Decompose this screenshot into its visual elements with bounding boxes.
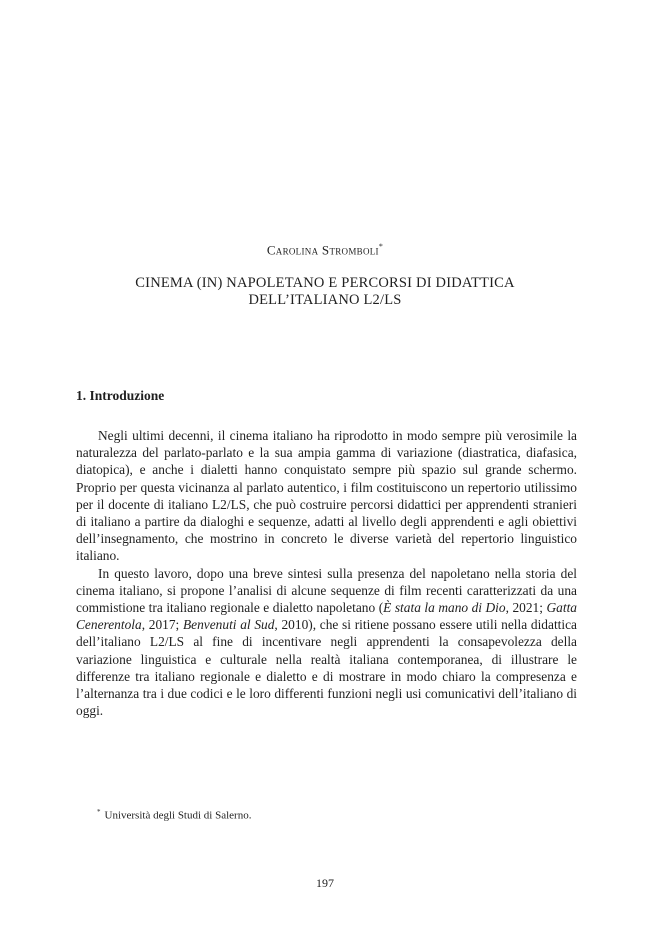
paper-title-line-2: DELL’ITALIANO L2/LS [248, 292, 402, 308]
paragraph-2 [76, 565, 577, 720]
paragraph-2-text-4: , 2010), che si ritiene possano essere utili nella didattica dell’italiano L2/LS al fine di incentivare negli apprendenti la consapevolezza della variazione linguistica e culturale nella realtà italiana contemporanea, di illustrare le differenze tra italiano regionale e dialetto e di mostrare in modo chiaro la compresenza e l’alternanza tra i due codici e le loro differenti funzioni negli usi comunicativi dell’italiano di oggi. [76, 617, 577, 719]
paper-title-line-1: CINEMA (IN) NAPOLETANO E PERCORSI DI DIDATTICA [135, 275, 515, 291]
footnote-text: Università degli Studi di Salerno. [104, 809, 252, 822]
film-title-1: È stata la mano di Dio [383, 600, 506, 616]
paragraph-2-text-1: In questo lavoro, dopo una breve sintesi sulla presenza del napoletano nella storia del cinema italiano, si propone l’analisi di alcune sequenze di film recenti caratterizzati da una commistione tra italiano regionale e dialetto napoletano ( [76, 565, 577, 616]
paper-title [60, 275, 590, 309]
author-name-text: Carolina Stromboli [266, 242, 379, 258]
page-number: 197 [316, 876, 334, 890]
paragraph-2-text-3: , 2017; [141, 617, 183, 633]
body-text [76, 427, 577, 719]
section-heading: 1. Introduzione [76, 388, 165, 403]
footnote-mark: * [97, 808, 101, 816]
film-title-3: Benvenuti al Sud [182, 617, 275, 633]
footnote [97, 808, 251, 822]
film-title-2: Gatta Cenerentola [76, 600, 577, 633]
author-footnote-mark: * [378, 242, 384, 251]
author-name [0, 242, 650, 258]
paragraph-2-text-2: , 2021; [505, 600, 547, 616]
paragraph-1: Negli ultimi decenni, il cinema italiano ha riprodotto in modo sempre più verosimile la naturalezza del parlato-parlato e la sua ampia gamma di variazione (diastratica, diafasica, diatopica), e anche i dialetti hanno conquistato sempre più spazio sul grande schermo. Proprio per questa vicinanza al parlato autentico, i film costituiscono un repertorio utilissimo per il docente di italiano L2/LS, che può costruire percorsi didattici per apprendenti stranieri di italiano a partire da dialoghi e sequenze, adatti al livello degli apprendenti e agli obiettivi dell’insegnamento, che mostrino in concreto le diverse varietà del repertorio linguistico italiano. [76, 428, 577, 564]
